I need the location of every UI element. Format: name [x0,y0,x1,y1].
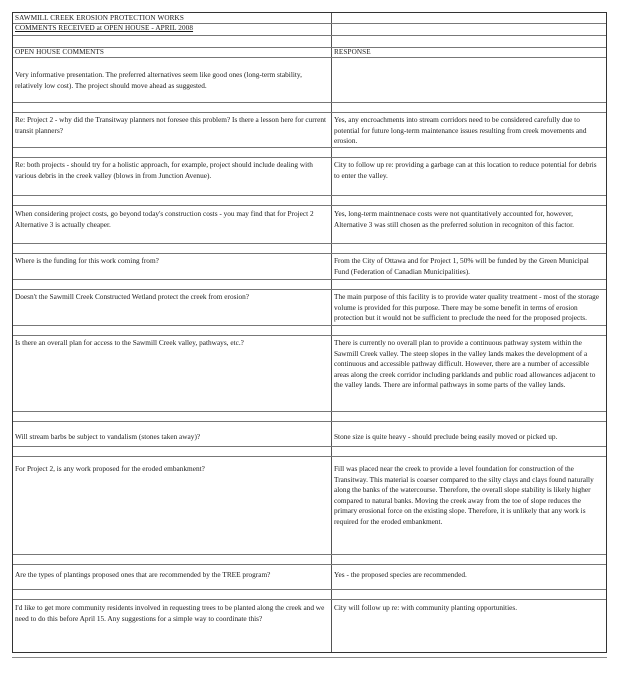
column-header-comments: OPEN HOUSE COMMENTS [15,48,104,56]
row-divider [13,279,606,280]
comment-cell: Very informative presentation. The preferred alternatives seem like good ones (long-term stability, relatively low cost). The project should move ahead as suggested. [15,70,302,90]
document-subtitle: COMMENTS RECEIVED at OPEN HOUSE - APRIL 2008 [15,24,194,32]
comment-cell: I'd like to get more community residents involved in requesting trees to be planted along the creek and we need to do this before April 15. Any suggestions for a simple way to coordinate this? [15,603,325,623]
row-divider [13,253,606,254]
row-divider [13,243,606,244]
row-divider [13,289,606,290]
comment-cell: Re: Project 2 - why did the Transitway planners not foresee this problem? Is there a lesson here for current transit planners? [15,115,327,135]
comment-cell: When considering project costs, go beyond today's construction costs - you may find that for Project 2 Alternative 3 is actually cheaper. [15,209,314,229]
response-cell: City to follow up re: providing a garbage can at this location to reduce potential for debris to enter the valley. [334,160,597,180]
row-divider [13,195,606,196]
comment-cell: For Project 2, is any work proposed for the eroded embankment? [15,464,205,473]
comment-cell: Doesn't the Sawmill Creek Constructed Wetland protect the creek from erosion? [15,292,250,301]
page-footer [12,656,607,660]
comment-cell: Re: both projects - should try for a holistic approach, for example, project should include dealing with various debris in the creek valley (blows in from Junction Avenue). [15,160,313,180]
comment-cell: Where is the funding for this work coming from? [15,256,159,265]
response-cell: Yes, long-term maintnenace costs were not quantitatively accounted for, however, Alternative 3 was still chosen as the preferred solution in recogniton of this factor. [334,209,574,229]
response-cell: From the City of Ottawa and for Project 1, 50% will be funded by the Green Municipal Fund (Federation of Canadian Municipalities). [334,256,589,276]
row-divider [13,112,606,113]
comments-table [12,12,607,653]
column-header-response: RESPONSE [334,48,371,56]
row-divider [13,589,606,590]
row-divider [13,147,606,148]
response-cell: Stone size is quite heavy - should preclude being easily moved or picked up. [334,432,558,441]
row-divider [13,102,606,103]
row-divider [13,35,606,36]
response-cell: Fill was placed near the creek to provide a level foundation for construction of the Transitway. This material is coarser compared to the silty clays and clays found naturally along the banks of the watercourse. Therefore, the overall slope stability is likely higher compared to natural banks. Moving the creek away from the toe of slope reduces the primary erosional force on the existing slope. Therefore, it is unlikely that any work is required for the eroded embankment. [334,464,594,526]
row-divider [13,421,606,422]
response-cell: The main purpose of this facility is to provide water quality treatment - most of the storage volume is provided for this purpose. There may be some benefit in terms of erosion protection but it would not be sufficient to preclude the need for the proposed projects. [334,292,600,322]
row-divider [13,554,606,555]
response-cell: There is currently no overall plan to provide a continuous pathway system within the Sawmill Creek valley. The steep slopes in the valley lands makes the development of a continuous and accessible pathway difficult. However, there are a number of accessible areas along the creek corridor including parklands and public road allowances adjacent to the valley lands. There are informal pathways in some parts of the valley lands. [334,338,596,389]
row-divider [13,335,606,336]
row-divider [13,456,606,457]
response-cell: Yes, any encroachments into stream corridors need to be considered carefully due to potential for future long-term maintenance issues resulting from creek movements and erosion. [334,115,587,145]
row-divider [13,325,606,326]
comment-cell: Is there an overall plan for access to the Sawmill Creek valley, pathways, etc.? [15,338,244,347]
row-divider [13,157,606,158]
document-title: SAWMILL CREEK EROSION PROTECTION WORKS [15,14,184,22]
row-divider [13,446,606,447]
row-divider [13,411,606,412]
row-divider [13,205,606,206]
row-divider [13,599,606,600]
footer-rule [12,657,607,658]
response-cell: City will follow up re: with community planting opportunities. [334,603,518,612]
row-divider [13,564,606,565]
comment-cell: Are the types of plantings proposed ones that are recommended by the TREE program? [15,570,271,579]
column-divider [331,13,332,652]
comment-cell: Will stream barbs be subject to vandalism (stones taken away)? [15,432,201,441]
response-cell: Yes - the proposed species are recommended. [334,570,467,579]
